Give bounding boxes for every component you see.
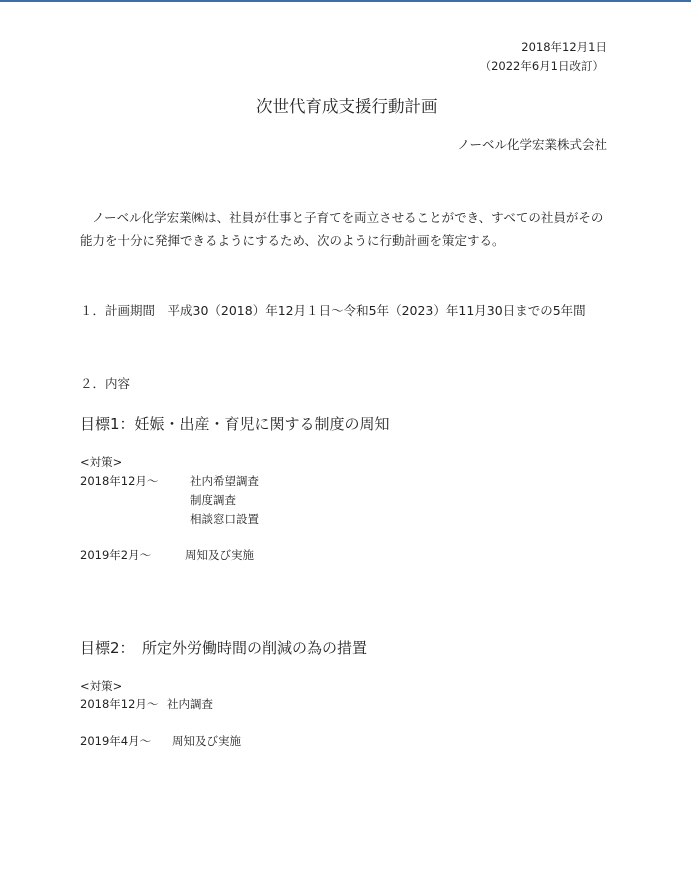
- top-border: [0, 0, 691, 2]
- revision-date: （2022年6月1日改訂）: [479, 59, 604, 73]
- plan-period: １．計画期間 平成30（2018）年12月１日～令和5年（2023）年11月30日までの5年間: [80, 303, 586, 318]
- goal2-measures-label: <対策>: [80, 679, 123, 693]
- intro-line-1: ノーベル化学宏業㈱は、社員が仕事と子育てを両立させることができ、すべての社員がその: [92, 210, 604, 225]
- goal1-title: 目標1：妊娠・出産・育児に関する制度の周知: [80, 415, 390, 433]
- goal1-measure-item: 相談窓口設置: [190, 512, 259, 526]
- goal1-entry1-date: 2018年12月～: [80, 474, 159, 488]
- document-date: 2018年12月1日: [521, 40, 607, 54]
- company-name: ノーベル化学宏業株式会社: [457, 137, 607, 152]
- goal2-title: 目標2： 所定外労働時間の削減の為の措置: [80, 639, 368, 657]
- goal1-entry2-item: 周知及び実施: [185, 548, 254, 562]
- goal1-measure-item: 制度調査: [190, 493, 236, 507]
- goal2-entry1-date: 2018年12月～: [80, 697, 159, 711]
- intro-line-2: 能力を十分に発揮できるようにするため、次のように行動計画を策定する。: [80, 233, 505, 248]
- goal2-entry2-date: 2019年4月～: [80, 734, 152, 748]
- section-heading-contents: ２．内容: [80, 376, 131, 391]
- goal1-measures-label: <対策>: [80, 455, 123, 469]
- goal1-entry2-date: 2019年2月～: [80, 548, 152, 562]
- goal1-measure-item: 社内希望調査: [190, 474, 259, 488]
- goal2-entry1-item: 社内調査: [167, 697, 213, 711]
- document-title: 次世代育成支援行動計画: [256, 97, 438, 116]
- goal2-entry2-item: 周知及び実施: [172, 734, 241, 748]
